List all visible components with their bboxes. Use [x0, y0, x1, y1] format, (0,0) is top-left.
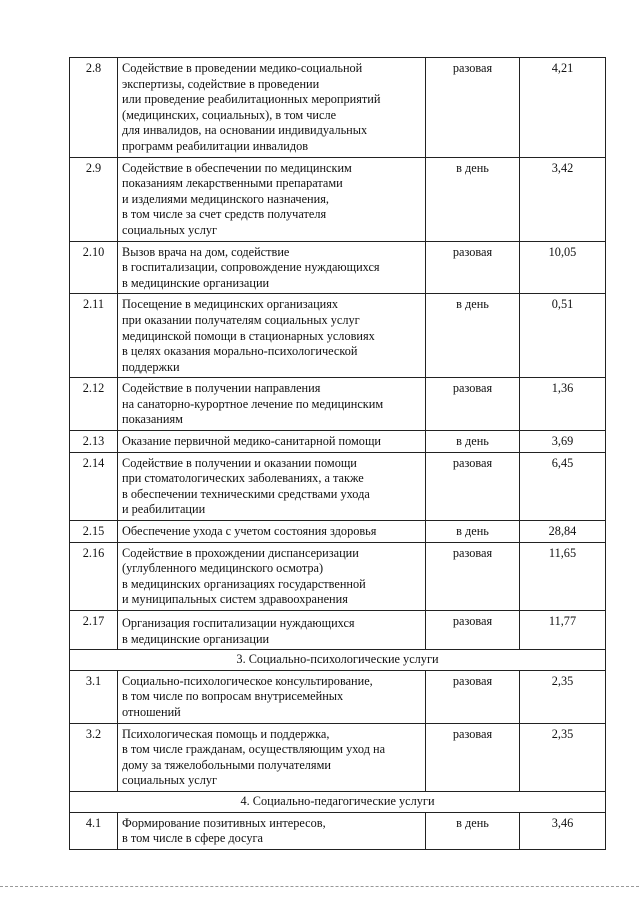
service-description: Обеспечение ухода с учетом состояния здоровья	[118, 521, 426, 543]
row-number: 2.8	[70, 58, 118, 158]
row-number: 2.17	[70, 611, 118, 650]
service-unit: разовая	[426, 542, 520, 610]
section-title: 4. Социально-педагогические услуги	[70, 791, 606, 812]
table-row	[70, 670, 606, 723]
service-tariff: 11,65	[520, 542, 606, 610]
service-description: Психологическая помощь и поддержка, в том числе гражданам, осуществляющим уход на дому за тяжелобольными получателями социальных услуг	[118, 723, 426, 791]
service-unit: разовая	[426, 241, 520, 294]
service-tariff: 2,35	[520, 670, 606, 723]
service-tariff: 1,36	[520, 378, 606, 431]
service-unit: разовая	[426, 723, 520, 791]
table-row	[70, 241, 606, 294]
service-description: Содействие в обеспечении по медицинским показаниям лекарственными препаратами и изделиями медицинского назначения, в том числе за счет средств получателя социальных услуг	[118, 157, 426, 241]
service-tariff: 3,42	[520, 157, 606, 241]
table-row	[70, 58, 606, 158]
service-description: Формирование позитивных интересов, в том числе в сфере досуга	[118, 812, 426, 849]
service-tariff: 6,45	[520, 452, 606, 520]
service-description: Содействие в проведении медико-социальной экспертизы, содействие в проведении или проведение реабилитационных мероприятий (медицинских, социальных), в том числе для инвалидов, на основании индивидуальных программ реабилитации инвалидов	[118, 58, 426, 158]
row-number: 2.14	[70, 452, 118, 520]
service-description: Содействие в получении направления на санаторно-курортное лечение по медицинским показаниям	[118, 378, 426, 431]
service-tariff: 4,21	[520, 58, 606, 158]
row-number: 4.1	[70, 812, 118, 849]
service-unit: в день	[426, 157, 520, 241]
service-tariff: 11,77	[520, 611, 606, 650]
service-description: Содействие в получении и оказании помощи при стоматологических заболеваниях, а также в обеспечении техническими средствами ухода и реабилитации	[118, 452, 426, 520]
row-number: 2.10	[70, 241, 118, 294]
row-number: 3.2	[70, 723, 118, 791]
service-unit: в день	[426, 431, 520, 453]
section-header-row	[70, 650, 606, 671]
row-number: 2.13	[70, 431, 118, 453]
row-number: 2.16	[70, 542, 118, 610]
table-row	[70, 521, 606, 543]
service-description: Социально-психологическое консультирование, в том числе по вопросам внутрисемейных отношений	[118, 670, 426, 723]
service-unit: разовая	[426, 378, 520, 431]
service-unit: в день	[426, 812, 520, 849]
row-number: 3.1	[70, 670, 118, 723]
row-number: 2.9	[70, 157, 118, 241]
service-tariff: 28,84	[520, 521, 606, 543]
service-unit: в день	[426, 294, 520, 378]
service-tariff: 0,51	[520, 294, 606, 378]
scan-edge-divider	[0, 886, 639, 888]
table-row	[70, 157, 606, 241]
row-number: 2.15	[70, 521, 118, 543]
service-tariff: 10,05	[520, 241, 606, 294]
services-tariff-table	[69, 57, 606, 850]
table-row	[70, 611, 606, 650]
row-number: 2.11	[70, 294, 118, 378]
table-row	[70, 378, 606, 431]
row-number: 2.12	[70, 378, 118, 431]
section-title: 3. Социально-психологические услуги	[70, 650, 606, 671]
service-tariff: 2,35	[520, 723, 606, 791]
table-row	[70, 294, 606, 378]
service-tariff: 3,46	[520, 812, 606, 849]
table-row	[70, 452, 606, 520]
service-unit: разовая	[426, 58, 520, 158]
service-unit: в день	[426, 521, 520, 543]
service-unit: разовая	[426, 670, 520, 723]
service-tariff: 3,69	[520, 431, 606, 453]
table-row	[70, 542, 606, 610]
service-unit: разовая	[426, 452, 520, 520]
table-row	[70, 431, 606, 453]
service-description: Оказание первичной медико-санитарной помощи	[118, 431, 426, 453]
table-row	[70, 723, 606, 791]
service-description: Организация госпитализации нуждающихся в медицинские организации	[118, 611, 426, 650]
service-description: Вызов врача на дом, содействие в госпитализации, сопровождение нуждающихся в медицинские организации	[118, 241, 426, 294]
service-description: Содействие в прохождении диспансеризации (углубленного медицинского осмотра) в медицинских организациях государственной и муниципальных систем здравоохранения	[118, 542, 426, 610]
table-row	[70, 812, 606, 849]
section-header-row	[70, 791, 606, 812]
service-unit: разовая	[426, 611, 520, 650]
service-description: Посещение в медицинских организациях при оказании получателям социальных услуг медицинской помощи в стационарных условиях в целях оказания морально-психологической поддержки	[118, 294, 426, 378]
